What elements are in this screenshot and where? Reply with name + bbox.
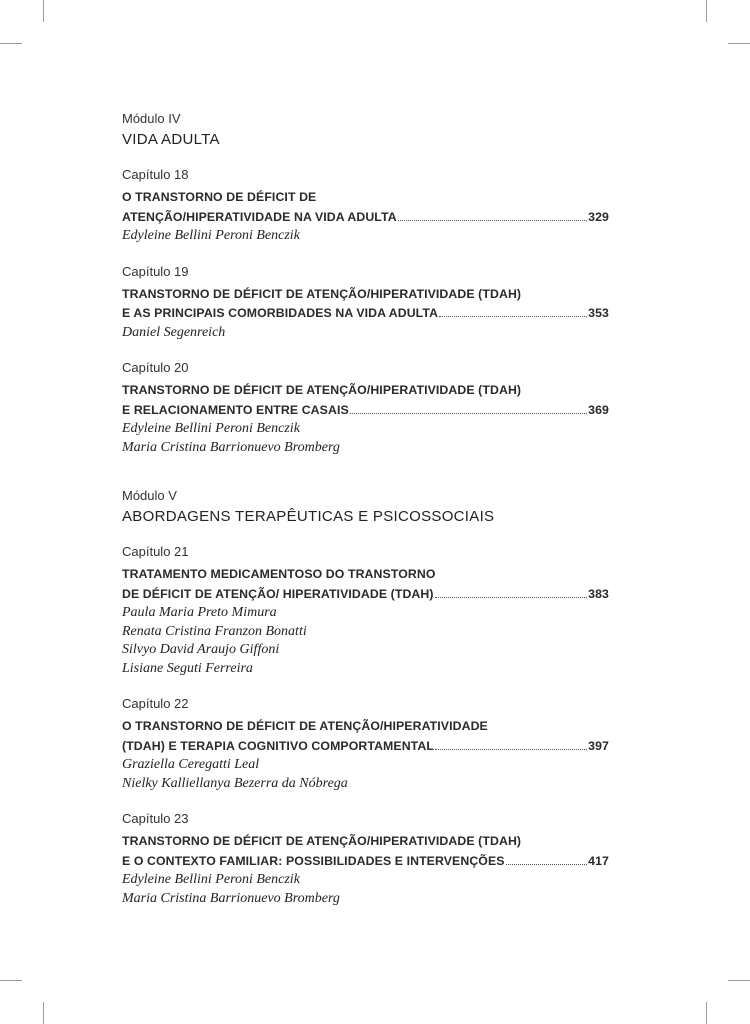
page-number: 383: [588, 586, 609, 601]
chapter-title-line: E O CONTEXTO FAMILIAR: POSSIBILIDADES E INTERVENÇÕES: [122, 853, 505, 868]
dot-leader: [439, 315, 587, 317]
chapter-title-line: DE DÉFICIT DE ATENÇÃO/ HIPERATIVIDADE (TDAH): [122, 586, 434, 601]
crop-mark: [0, 43, 22, 44]
chapter-title-line: E AS PRINCIPAIS COMORBIDADES NA VIDA ADULTA: [122, 306, 439, 320]
dot-leader: [435, 748, 587, 750]
dot-leader: [506, 863, 588, 865]
chapter-entry: [122, 695, 609, 793]
crop-mark: [728, 43, 750, 44]
chapter-label: Capítulo 22: [122, 696, 189, 711]
author-name: Maria Cristina Barrionuevo Bromberg: [122, 439, 340, 455]
chapter-label: Capítulo 21: [122, 544, 189, 559]
chapter-title-row: [122, 208, 609, 228]
author-name: Renata Cristina Franzon Bonatti: [122, 623, 307, 639]
chapter-entry: [122, 810, 609, 908]
chapter-title-line: (TDAH) E TERAPIA COGNITIVO COMPORTAMENTAL: [122, 738, 434, 753]
table-of-contents: [122, 110, 609, 925]
module-title: VIDA ADULTA: [122, 131, 220, 148]
module-title: ABORDAGENS TERAPÊUTICAS E PSICOSSOCIAIS: [122, 508, 495, 525]
chapter-label: Capítulo 20: [122, 360, 189, 375]
crop-mark: [728, 980, 750, 981]
page-number: 417: [588, 853, 609, 868]
chapter-title-row: [122, 852, 609, 872]
author-name: Nielky Kalliellanya Bezerra da Nóbrega: [122, 775, 348, 791]
chapter-entry: [122, 359, 609, 457]
module-label: Módulo V: [122, 488, 177, 503]
chapter-title-row: [122, 585, 609, 605]
chapter-title-row: [122, 401, 609, 421]
module-label: Módulo IV: [122, 111, 181, 126]
chapter-title-line: TRANSTORNO DE DÉFICIT DE ATENÇÃO/HIPERATIVIDADE (TDAH): [122, 383, 522, 397]
crop-mark: [706, 0, 707, 22]
module-section: [122, 110, 609, 457]
author-name: Maria Cristina Barrionuevo Bromberg: [122, 890, 340, 906]
chapter-entry: [122, 263, 609, 343]
chapter-label: Capítulo 23: [122, 811, 189, 826]
chapter-entry: [122, 543, 609, 678]
chapter-title-line: ATENÇÃO/HIPERATIVIDADE NA VIDA ADULTA: [122, 209, 397, 224]
chapter-title-line: O TRANSTORNO DE DÉFICIT DE: [122, 190, 317, 204]
chapter-title-row: [122, 737, 609, 757]
chapter-label: Capítulo 19: [122, 263, 189, 279]
author-name: Edyleine Bellini Peroni Benczik: [122, 421, 300, 436]
author-name: Silvyo David Araujo Giffoni: [122, 642, 280, 657]
page-number: 397: [588, 738, 609, 753]
author-name: Paula Maria Preto Mimura: [122, 605, 277, 620]
chapter-title-line: TRATAMENTO MEDICAMENTOSO DO TRANSTORNO: [122, 567, 436, 581]
author-name: Daniel Segenreich: [122, 324, 226, 340]
author-name: Lisiane Seguti Ferreira: [122, 660, 253, 676]
author-name: Graziella Ceregatti Leal: [122, 757, 260, 772]
chapter-title-row: [122, 304, 609, 324]
crop-mark: [0, 980, 22, 981]
chapter-title-line: O TRANSTORNO DE DÉFICIT DE ATENÇÃO/HIPERATIVIDADE: [122, 719, 488, 733]
dot-leader: [435, 596, 588, 598]
page-number: 329: [588, 209, 609, 224]
author-name: Edyleine Bellini Peroni Benczik: [122, 872, 300, 887]
author-name: Edyleine Bellini Peroni Benczik: [122, 228, 300, 243]
crop-mark: [43, 1002, 44, 1024]
chapter-title-line: TRANSTORNO DE DÉFICIT DE ATENÇÃO/HIPERATIVIDADE (TDAH): [122, 286, 522, 301]
page-number: 369: [588, 402, 609, 417]
chapter-label: Capítulo 18: [122, 167, 189, 182]
module-section: [122, 487, 609, 908]
crop-mark: [43, 0, 44, 22]
dot-leader: [398, 219, 587, 221]
chapter-title-line: TRANSTORNO DE DÉFICIT DE ATENÇÃO/HIPERATIVIDADE (TDAH): [122, 834, 522, 848]
crop-mark: [706, 1002, 707, 1024]
chapter-entry: [122, 166, 609, 246]
dot-leader: [350, 412, 587, 414]
chapter-title-line: E RELACIONAMENTO ENTRE CASAIS: [122, 402, 349, 417]
page-number: 353: [588, 306, 609, 320]
